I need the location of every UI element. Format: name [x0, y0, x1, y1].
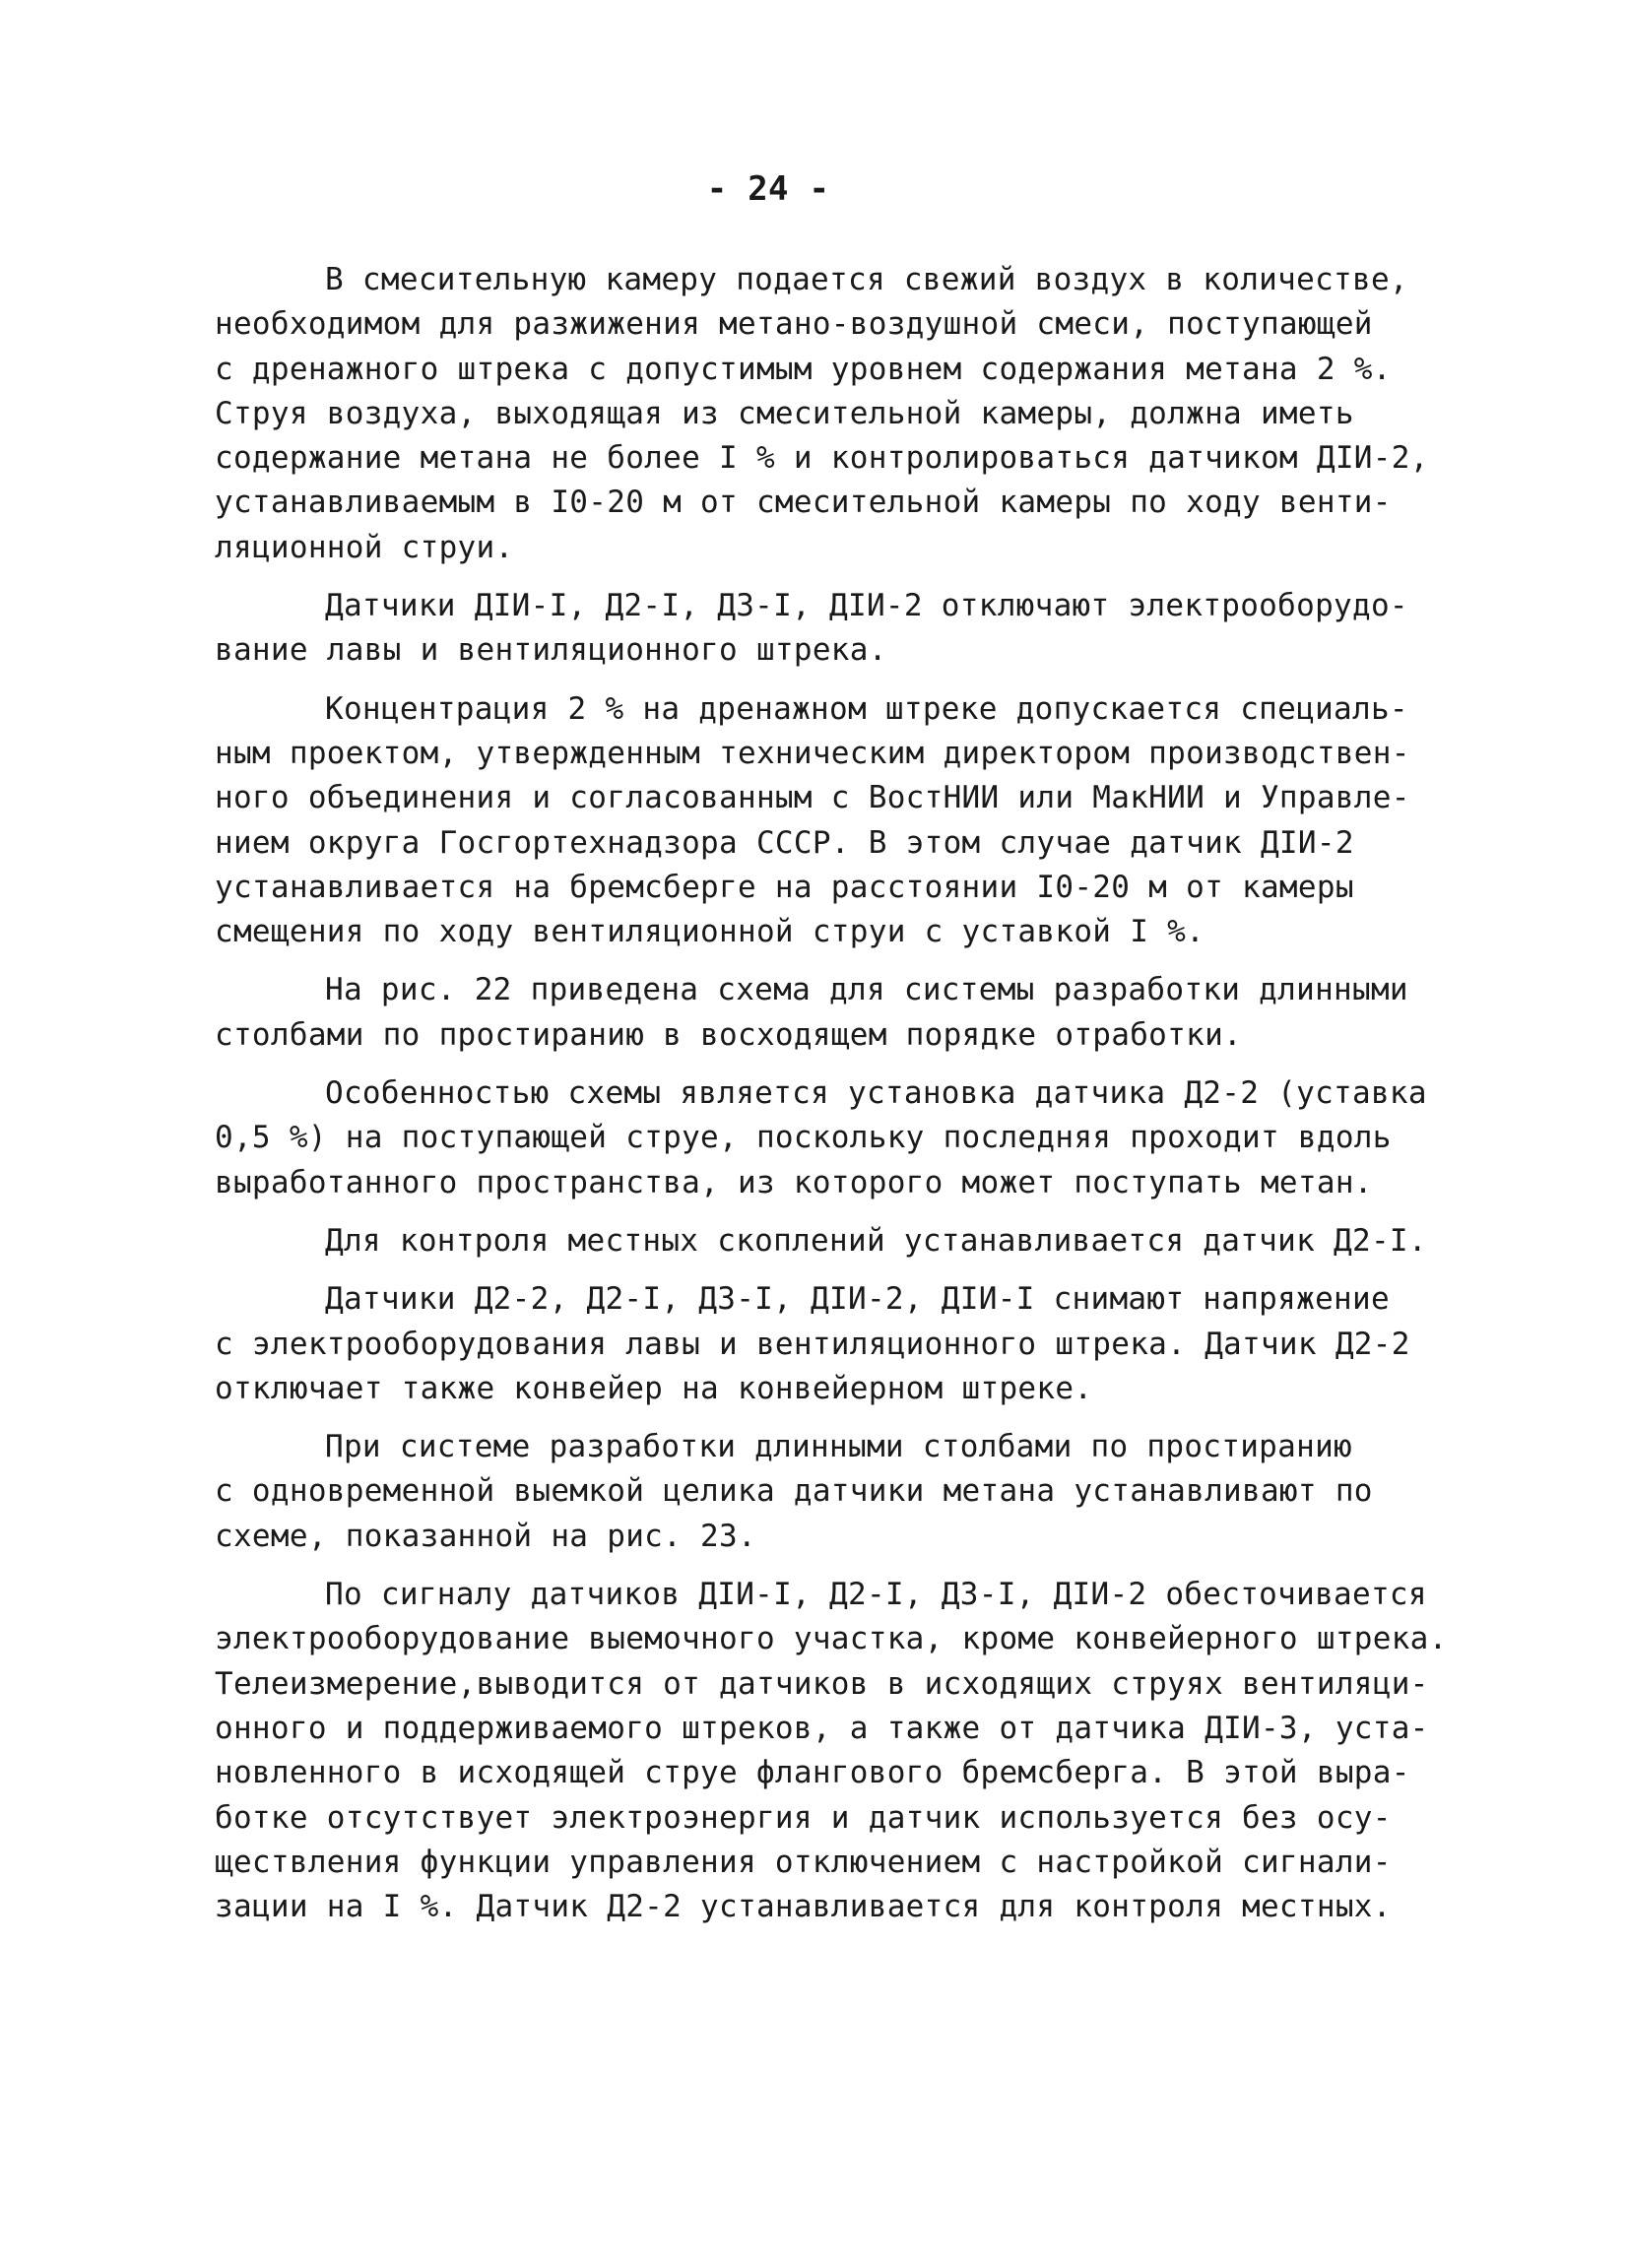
text-line: При системе разработки длинными столбами по простиранию [325, 1429, 1352, 1465]
text-line: ботке отсутствует электроэнергия и датчик используется без осу- [215, 1799, 1392, 1836]
text-line: онного и поддерживаемого штреков, а также от датчика ДIИ-3, уста- [215, 1710, 1429, 1746]
text-line: ным проектом, утвержденным техническим директором производствен- [215, 735, 1410, 771]
page-number: - 24 - [706, 169, 830, 209]
text-line: вание лавы и вентиляционного штрека. [215, 632, 887, 669]
text-line: Для контроля местных скоплений устанавливается датчик Д2-I. [325, 1222, 1427, 1259]
paragraph [215, 258, 1436, 570]
text-line: На рис. 22 приведена схема для системы разработки длинными [325, 972, 1408, 1008]
text-line: По сигналу датчиков ДIИ-I, Д2-I, Д3-I, ДIИ-2 обесточивается [325, 1577, 1427, 1613]
text-line: ного объединения и согласованным с ВостНИИ или МакНИИ и Управле- [215, 780, 1410, 816]
paragraph [215, 1277, 1436, 1411]
paragraph [215, 1425, 1436, 1559]
text-line: зации на I %. Датчик Д2-2 устанавливается для контроля местных. [215, 1889, 1392, 1925]
text-line: нием округа Госгортехнадзора СССР. В этом случае датчик ДIИ-2 [215, 824, 1354, 861]
text-line: схеме, показанной на рис. 23. [215, 1518, 756, 1554]
paragraph [215, 1219, 1436, 1264]
text-line: Струя воздуха, выходящая из смесительной камеры, должна иметь [215, 395, 1354, 431]
text-line: В смесительную камеру подается свежий воздух в количестве, [325, 262, 1408, 297]
text-line: с одновременной выемкой целика датчики метана устанавливают по [215, 1473, 1373, 1510]
text-line: Телеизмерение,выводится от датчиков в исходящих струях вентиляци- [215, 1665, 1429, 1702]
paragraph [215, 584, 1436, 674]
text-line: ляционной струи. [215, 529, 514, 565]
text-line: смещения по ходу вентиляционной струи с уставкой I %. [215, 914, 1205, 950]
text-line: необходимом для разжижения метано-воздушной смеси, поступающей [215, 306, 1373, 343]
text-line: ществления функции управления отключением с настройкой сигнали- [215, 1844, 1392, 1880]
paragraph [215, 1573, 1448, 1929]
text-line: Датчики ДIИ-I, Д2-I, Д3-I, ДIИ-2 отключают электрооборудо- [325, 588, 1408, 624]
paragraph [215, 968, 1436, 1058]
text-line: 0,5 %) на поступающей струе, поскольку последняя проходит вдоль [215, 1120, 1392, 1156]
text-line: Датчики Д2-2, Д2-I, Д3-I, ДIИ-2, ДIИ-I снимают напряжение [325, 1281, 1390, 1318]
text-line: новленного в исходящей струе флангового бремсберга. В этой выра- [215, 1755, 1410, 1791]
text-line: выработанного пространства, из которого может поступать метан. [215, 1164, 1373, 1200]
text-line: Особенностью схемы является установка датчика Д2-2 (уставка [325, 1075, 1427, 1112]
text-line: с дренажного штрека с допустимым уровнем содержания метана 2 %. [215, 351, 1392, 387]
paragraph [215, 1071, 1436, 1205]
text-line: устанавливаемым в I0-20 м от смесительной камеры по ходу венти- [215, 485, 1392, 521]
text-line: Концентрация 2 % на дренажном штреке допускается специаль- [325, 690, 1408, 727]
text-line: столбами по простиранию в восходящем порядке отработки. [215, 1016, 1242, 1053]
text-line: с электрооборудования лавы и вентиляционного штрека. Датчик Д2-2 [215, 1326, 1410, 1362]
paragraph [215, 687, 1436, 955]
text-line: устанавливается на бремсберге на расстоянии I0-20 м от камеры [215, 869, 1354, 905]
text-line: отключает также конвейер на конвейерном штреке. [215, 1370, 1093, 1406]
text-line: содержание метана не более I % и контролироваться датчиком ДIИ-2, [215, 440, 1429, 477]
body-text [215, 258, 1448, 1943]
text-line: электрооборудование выемочного участка, кроме конвейерного штрека. [215, 1621, 1448, 1657]
